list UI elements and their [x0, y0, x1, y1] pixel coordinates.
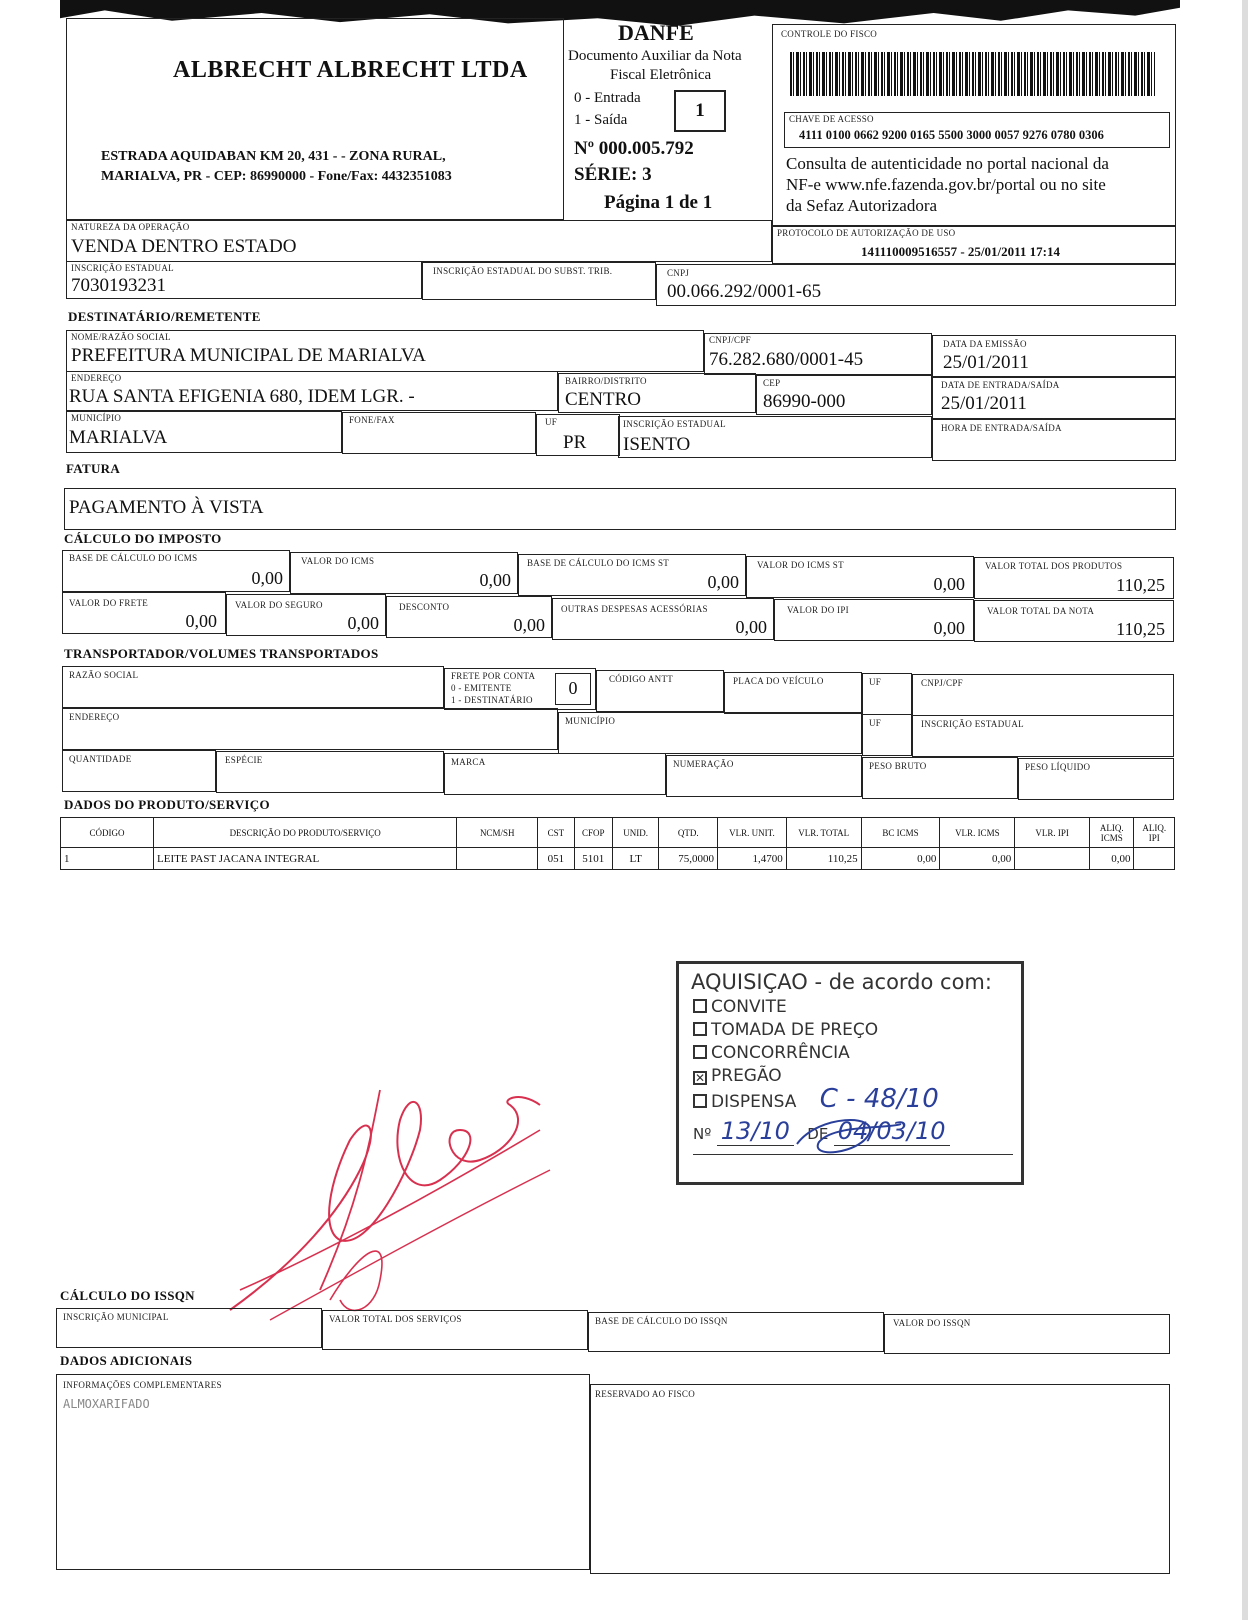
issuer-address-line1: ESTRADA AQUIDABAN KM 20, 431 - - ZONA RURAL, [101, 149, 446, 164]
col-header: CFOP [574, 818, 612, 848]
ie-st-label: INSCRIÇÃO ESTADUAL DO SUBST. TRIB. [433, 266, 613, 276]
transp-placa-label: PLACA DO VEÍCULO [733, 676, 824, 686]
transp-peso-bruto-label: PESO BRUTO [869, 761, 927, 771]
acquisition-stamp [676, 961, 1024, 1185]
transp-quantidade-box [62, 750, 216, 792]
cnpj-box [656, 264, 1176, 306]
cell-cst: 051 [538, 848, 574, 870]
base-icms-box [62, 550, 290, 592]
transp-antt-label: CÓDIGO ANTT [609, 674, 674, 684]
base-st-box [518, 554, 746, 596]
frete-box [62, 592, 226, 634]
ie-box [66, 261, 422, 299]
stamp-number-value: 13/10 [717, 1117, 794, 1146]
transp-cnpj-label: CNPJ/CPF [921, 678, 963, 688]
danfe-box [564, 18, 770, 220]
transp-peso-bruto-box [862, 757, 1018, 799]
issqn-base-label: BASE DE CÁLCULO DO ISSQN [595, 1316, 728, 1326]
col-header: VLR. IPI [1015, 818, 1090, 848]
checkbox-icon [693, 1045, 707, 1059]
transp-municipio-label: MUNICÍPIO [565, 716, 616, 726]
consulta-text [786, 153, 1109, 216]
dest-municipio-box [66, 411, 342, 453]
transp-razao-box [62, 666, 444, 708]
dest-bairro-label: BAIRRO/DISTRITO [565, 376, 647, 386]
info-complementar-box [56, 1374, 590, 1570]
danfe-pagina: Página 1 de 1 [604, 192, 713, 213]
fatura-section-title: FATURA [66, 461, 121, 476]
desconto-label: DESCONTO [399, 602, 450, 612]
stamp-option-label: DISPENSA [711, 1092, 797, 1112]
issqn-base-box [588, 1312, 884, 1352]
transp-placa-box [724, 672, 862, 714]
stamp-option-label: CONCORRÊNCIA [711, 1043, 850, 1063]
issuer-address-line2: MARIALVA, PR - CEP: 86990000 - Fone/Fax: 4432351083 [101, 169, 452, 184]
produtos-section-title: DADOS DO PRODUTO/SERVIÇO [64, 797, 270, 812]
valor-icms-label: VALOR DO ICMS [301, 556, 375, 566]
cell-qtd: 75,0000 [659, 848, 718, 870]
col-header: ALIQ. ICMS [1090, 818, 1134, 848]
issqn-valor-box [884, 1314, 1170, 1354]
dest-uf-value: PR [563, 432, 587, 453]
transp-ie-box [912, 715, 1174, 757]
dest-endereco-value: RUA SANTA EFIGENIA 680, IDEM LGR. - [69, 386, 415, 407]
transp-razao-label: RAZÃO SOCIAL [69, 670, 139, 680]
base-st-value: 0,00 [707, 572, 739, 592]
dest-entrada-label: DATA DE ENTRADA/SAÍDA [941, 380, 1060, 390]
col-header: QTD. [659, 818, 718, 848]
dest-nome-value: PREFEITURA MUNICIPAL DE MARIALVA [71, 345, 426, 366]
issuer-name: ALBRECHT ALBRECHT LTDA [173, 57, 528, 83]
protocolo-value: 141110009516557 - 25/01/2011 17:14 [861, 244, 1060, 259]
fatura-value: PAGAMENTO À VISTA [69, 497, 264, 518]
col-header: VLR. UNIT. [718, 818, 787, 848]
danfe-numero: Nº 000.005.792 [574, 138, 694, 159]
chave-box [784, 112, 1170, 148]
issqn-total-box [322, 1310, 588, 1350]
checkbox-checked-icon: ✕ [695, 1071, 706, 1085]
frete-value: 0,00 [185, 611, 217, 631]
transp-frete-box [444, 668, 596, 710]
checkbox-icon [693, 1022, 707, 1036]
transp-ie-label: INSCRIÇÃO ESTADUAL [921, 719, 1024, 729]
dest-cep-value: 86990-000 [763, 391, 846, 412]
cell-cfop: 5101 [574, 848, 612, 870]
stamp-option-convite [679, 996, 1021, 1019]
stamp-option-tomada [679, 1019, 1021, 1042]
stamp-handwritten-code: C - 48/10 [819, 1084, 939, 1114]
total-produtos-box [974, 557, 1174, 599]
transp-peso-liquido-box [1018, 758, 1174, 800]
transp-peso-liquido-label: PESO LÍQUIDO [1025, 762, 1091, 772]
col-header: VLR. TOTAL [786, 818, 861, 848]
valor-st-box [746, 556, 974, 598]
adicionais-section-title: DADOS ADICIONAIS [60, 1353, 193, 1368]
transp-especie-label: ESPÉCIE [225, 755, 263, 765]
cell-codigo: 1 [61, 848, 154, 870]
outras-label: OUTRAS DESPESAS ACESSÓRIAS [561, 604, 708, 614]
dest-entrada-value: 25/01/2011 [941, 393, 1027, 414]
consulta-line1: Consulta de autenticidade no portal nacional da [786, 154, 1109, 173]
checkbox-icon [693, 1094, 707, 1108]
transp-frete-label: FRETE POR CONTA [451, 671, 536, 681]
transp-especie-box [216, 751, 444, 793]
issqn-section-title: CÁLCULO DO ISSQN [60, 1288, 195, 1303]
col-header: BC ICMS [861, 818, 940, 848]
danfe-entrada: 0 - Entrada [574, 90, 641, 106]
issqn-valor-label: VALOR DO ISSQN [893, 1318, 971, 1328]
cell-vlr-total: 110,25 [786, 848, 861, 870]
cell-vlr-icms: 0,00 [940, 848, 1015, 870]
issqn-total-label: VALOR TOTAL DOS SERVIÇOS [329, 1314, 462, 1324]
dest-endereco-label: ENDEREÇO [71, 373, 122, 383]
transporte-section-title: TRANSPORTADOR/VOLUMES TRANSPORTADOS [64, 646, 379, 661]
dest-cep-label: CEP [763, 378, 781, 388]
valor-icms-value: 0,00 [479, 570, 511, 590]
cell-aliq-icms: 0,00 [1090, 848, 1134, 870]
col-header: CST [538, 818, 574, 848]
imposto-section-title: CÁLCULO DO IMPOSTO [64, 531, 222, 546]
transp-municipio-box [558, 712, 862, 754]
transp-marca-label: MARCA [451, 757, 486, 767]
danfe-serie: SÉRIE: 3 [574, 164, 652, 185]
products-table [60, 817, 1175, 870]
ie-value: 7030193231 [71, 275, 166, 296]
stamp-number-prefix: Nº [693, 1125, 712, 1143]
stamp-de-label: DE [807, 1125, 829, 1143]
valor-st-label: VALOR DO ICMS ST [757, 560, 844, 570]
ie-label: INSCRIÇÃO ESTADUAL [71, 263, 174, 273]
info-complementar-value: ALMOXARIFADO [63, 1397, 150, 1411]
dest-fone-box [342, 412, 536, 454]
dest-nome-box [66, 330, 704, 372]
consulta-line2: NF-e www.nfe.fazenda.gov.br/portal ou no site [786, 175, 1106, 194]
dest-hora-label: HORA DE ENTRADA/SAÍDA [941, 423, 1062, 433]
seguro-value: 0,00 [347, 613, 379, 633]
transp-frete-value: 0 [555, 673, 591, 705]
desconto-box [386, 596, 552, 638]
reservado-fisco-box [590, 1384, 1170, 1574]
stamp-option-concorrencia [679, 1042, 1021, 1065]
dest-uf-label: UF [545, 417, 558, 427]
transp-marca-box [444, 753, 666, 795]
transp-uf-box [862, 673, 912, 715]
dest-cnpj-box [704, 333, 932, 375]
transp-uf2-box [862, 714, 912, 756]
controle-label: CONTROLE DO FISCO [781, 29, 878, 39]
chave-label: CHAVE DE ACESSO [789, 114, 874, 124]
dest-emissao-box [932, 335, 1176, 377]
reservado-fisco-label: RESERVADO AO FISCO [595, 1389, 696, 1399]
cell-bc-icms: 0,00 [861, 848, 940, 870]
transp-uf-label: UF [869, 677, 882, 687]
total-nota-box [974, 600, 1174, 642]
transp-cnpj-box [912, 674, 1174, 716]
stamp-title: AQUISIÇAO - de acordo com: [691, 970, 992, 994]
cell-vlr-unit: 1,4700 [718, 848, 787, 870]
natureza-label: NATUREZA DA OPERAÇÃO [71, 222, 190, 232]
cell-unid: LT [612, 848, 659, 870]
base-icms-value: 0,00 [251, 568, 283, 588]
dest-ie-label: INSCRIÇÃO ESTADUAL [623, 419, 726, 429]
natureza-box [66, 220, 772, 262]
stamp-option-label: TOMADA DE PREÇO [711, 1020, 879, 1040]
ipi-box [774, 599, 974, 641]
col-header: DESCRIÇÃO DO PRODUTO/SERVIÇO [154, 818, 457, 848]
seguro-label: VALOR DO SEGURO [235, 600, 323, 610]
transp-endereco-label: ENDEREÇO [69, 712, 120, 722]
products-header-row [61, 818, 1175, 848]
protocolo-box [772, 226, 1176, 264]
frete-label: VALOR DO FRETE [69, 598, 149, 608]
dest-cnpj-value: 76.282.680/0001-45 [709, 349, 864, 370]
dest-nome-label: NOME/RAZÃO SOCIAL [71, 332, 171, 342]
transp-quantidade-label: QUANTIDADE [69, 754, 132, 764]
issqn-im-box [56, 1308, 322, 1348]
danfe-subtitle1: Documento Auxiliar da Nota [568, 48, 742, 64]
barcode-image [790, 52, 1155, 96]
cell-ncm [457, 848, 538, 870]
fatura-box [64, 488, 1176, 530]
checkbox-icon [693, 999, 707, 1013]
transp-frete-0: 0 - EMITENTE [451, 683, 512, 693]
transp-frete-1: 1 - DESTINATÁRIO [451, 695, 533, 705]
dest-ie-value: ISENTO [623, 434, 691, 455]
col-header: CÓDIGO [61, 818, 154, 848]
col-header: NCM/SH [457, 818, 538, 848]
dest-emissao-label: DATA DA EMISSÃO [943, 339, 1027, 349]
total-nota-value: 110,25 [1116, 619, 1165, 639]
outras-box [552, 598, 774, 640]
info-complementar-label: INFORMAÇÕES COMPLEMENTARES [63, 1380, 222, 1390]
stamp-option-label: PREGÃO [711, 1066, 782, 1086]
ie-st-box [422, 262, 656, 300]
outras-value: 0,00 [735, 617, 767, 637]
stamp-date-value: 04/03/10 [834, 1117, 950, 1146]
protocolo-label: PROTOCOLO DE AUTORIZAÇÃO DE USO [777, 228, 956, 238]
ipi-value: 0,00 [933, 618, 965, 638]
col-header: ALIQ. IPI [1134, 818, 1175, 848]
cell-vlr-ipi [1015, 848, 1090, 870]
danfe-tipo: 1 [674, 90, 726, 132]
transp-numeracao-label: NUMERAÇÃO [673, 759, 734, 769]
dest-municipio-label: MUNICÍPIO [71, 413, 122, 423]
cell-aliq-ipi [1134, 848, 1175, 870]
base-st-label: BASE DE CÁLCULO DO ICMS ST [527, 558, 670, 568]
natureza-value: VENDA DENTRO ESTADO [71, 236, 297, 257]
total-produtos-label: VALOR TOTAL DOS PRODUTOS [985, 561, 1123, 571]
danfe-title: DANFE [618, 20, 694, 45]
col-header: VLR. ICMS [940, 818, 1015, 848]
dest-endereco-box [66, 371, 558, 411]
scan-edge [1242, 0, 1248, 1620]
danfe-saida: 1 - Saída [574, 112, 628, 128]
danfe-subtitle2: Fiscal Eletrônica [610, 67, 712, 83]
cnpj-value: 00.066.292/0001-65 [667, 281, 822, 302]
dest-cnpj-label: CNPJ/CPF [709, 335, 751, 345]
base-icms-label: BASE DE CÁLCULO DO ICMS [69, 553, 198, 563]
dest-cep-box [756, 375, 932, 415]
dest-uf-box [536, 414, 620, 456]
transp-numeracao-box [666, 755, 862, 797]
col-header: UNID. [612, 818, 659, 848]
valor-icms-box [290, 552, 518, 594]
stamp-initials-signature [789, 1104, 909, 1164]
total-nota-label: VALOR TOTAL DA NOTA [987, 606, 1095, 616]
seguro-box [226, 594, 386, 636]
destinatario-section-title: DESTINATÁRIO/REMETENTE [68, 309, 261, 324]
chave-value: 4111 0100 0662 9200 0165 5500 3000 0057 9276 0780 0306 [799, 128, 1104, 142]
total-produtos-value: 110,25 [1116, 575, 1165, 595]
transp-endereco-box [62, 708, 558, 750]
issqn-im-label: INSCRIÇÃO MUNICIPAL [63, 1312, 169, 1322]
transp-antt-box [596, 670, 724, 712]
transp-uf2-label: UF [869, 718, 882, 728]
stamp-option-label: CONVITE [711, 997, 787, 1017]
valor-st-value: 0,00 [933, 574, 965, 594]
dest-bairro-value: CENTRO [565, 389, 641, 410]
dest-entrada-box [932, 377, 1176, 419]
cell-descricao: LEITE PAST JACANA INTEGRAL [154, 848, 457, 870]
dest-bairro-box [558, 373, 756, 413]
issuer-box [66, 18, 564, 220]
table-row [61, 848, 1175, 870]
dest-ie-box [618, 416, 932, 458]
cnpj-label: CNPJ [667, 268, 690, 278]
handwritten-signature [210, 1050, 570, 1340]
consulta-line3: da Sefaz Autorizadora [786, 196, 938, 215]
ipi-label: VALOR DO IPI [787, 605, 849, 615]
dest-hora-box [932, 419, 1176, 461]
dest-fone-label: FONE/FAX [349, 415, 395, 425]
desconto-value: 0,00 [513, 615, 545, 635]
dest-municipio-value: MARIALVA [69, 427, 168, 448]
dest-emissao-value: 25/01/2011 [943, 352, 1029, 373]
